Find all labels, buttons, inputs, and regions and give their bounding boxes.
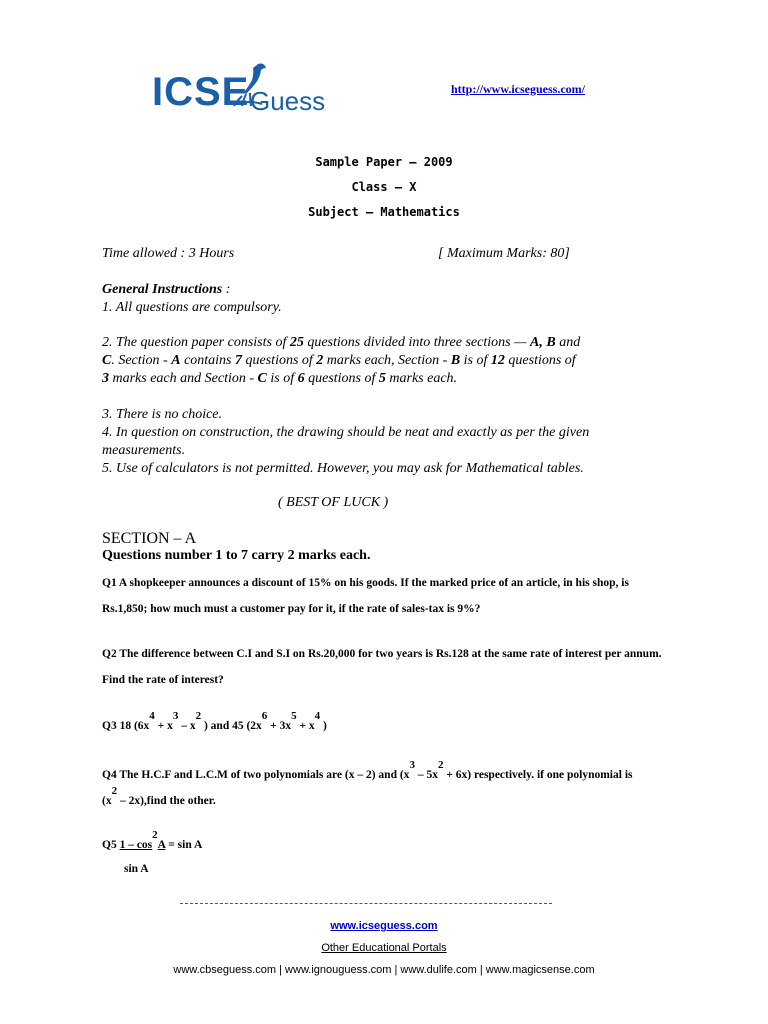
footer-site-link[interactable]: www.icseguess.com [330,920,438,932]
q3-text: + x [296,720,315,732]
i2-strong: 5 [378,371,386,386]
instruction-5: 5. Use of calculators is not permitted. However, you may ask for Mathematical tables. [102,461,584,476]
q3-text: + 3x [267,720,292,732]
i2-strong: C [102,353,112,368]
i2-text: is of [460,353,491,368]
exponent: 5 [291,710,297,722]
paper-subject: Subject – Mathematics [308,205,460,219]
section-title: SECTION – A [102,530,197,547]
paper-title: Sample Paper – 2009 [315,155,453,169]
i2-strong: B [450,353,461,368]
question-5 [102,829,662,858]
instructions-heading-text: General Instructions [102,282,223,297]
instruction-4: 4. In question on construction, the drawing should be neat and exactly as per the given measurements. [102,425,590,458]
i2-strong: A [171,353,181,368]
i2-text: questions of [304,371,379,386]
q3-text: Q3 18 (6x [102,720,150,732]
exponent: 4 [149,710,155,722]
i2-text: 2. The question paper consists of [102,335,290,350]
question-1: Q1 A shopkeeper announces a discount of 15% on his goods. If the marked price of an article, in his shop, is Rs.1,850; how much must a customer pay for it, if the rate of sales-tax is 9%? [102,577,629,615]
i2-text: and [555,335,581,350]
exponent: 2 [195,710,202,722]
i2-strong: 7 [235,353,243,368]
q4-text: Q4 The H.C.F and L.C.M of two polynomials are (x – 2) and (x [102,769,410,781]
exponent: 6 [261,710,268,722]
question-4 [102,759,662,814]
q4-text: – 5x [414,769,438,781]
q4-text: – 2x),find the other. [117,795,216,807]
maximum-marks: [ Maximum Marks: 80] [438,246,570,261]
exponent: 3 [172,710,179,722]
i2-strong: 3 [102,371,109,386]
exponent: 2 [152,829,158,841]
i2-text: questions of [242,353,317,368]
q3-text: – x [178,720,196,732]
i2-text: contains [180,353,236,368]
exponent: 4 [314,710,321,722]
time-allowed: Time allowed : 3 Hours [102,246,235,261]
paper-class: Class – X [351,180,417,194]
i2-strong: C [257,371,267,386]
i2-text: marks each, Section - [323,353,451,368]
q5-denominator: sin A [124,863,149,875]
q4-text: (x [102,795,112,807]
section-subtitle: Questions number 1 to 7 carry 2 marks each. [102,548,371,563]
i2-text: . Section - [111,353,172,368]
q3-text: ) and 45 (2x [201,720,262,732]
q5-label: Q5 [102,839,120,851]
exponent: 2 [437,759,444,771]
q5-equals: = sin A [165,839,203,851]
header-url-link[interactable]: http://www.icseguess.com/ [451,82,585,96]
best-of-luck: ( BEST OF LUCK ) [278,495,389,510]
footer-portals-label[interactable]: Other Educational Portals [321,942,447,954]
question-2: Q2 The difference between C.I and S.I on Rs.20,000 for two years is Rs.128 at the same rate of interest per annum. Find the rate of interest? [102,648,662,686]
i2-text: marks each. [385,371,458,386]
i2-text: questions divided into three sections — [303,335,531,350]
i2-strong: A, B [530,335,556,350]
instructions-heading [102,281,642,299]
i2-strong: 6 [297,371,305,386]
logo-guess: Guess [250,86,326,116]
exponent: 2 [111,785,118,797]
footer-divider [180,903,552,904]
footer-sites-list[interactable]: www.cbseguess.com | www.ignouguess.com | www.dulife.com | www.magicsense.com [173,964,595,976]
q5-numerator: 1 – cos [119,839,153,851]
instructions-colon: : [222,282,231,297]
question-3 [102,710,662,739]
i2-text: marks each and Section - [109,371,258,386]
instruction-1: 1. All questions are compulsory. [102,300,282,315]
i2-strong: 25 [289,335,304,350]
q4-text: + 6x) respectively. if one polynomial is [443,769,633,781]
q5-numerator-a: A [157,839,166,851]
i2-strong: 12 [490,353,505,368]
footer-link-row [0,920,768,932]
logo-icse: ICSE [152,70,250,114]
i2-text: is of [266,371,298,386]
i2-strong: 2 [316,353,324,368]
q3-text: ) [320,720,327,732]
i2-text: questions of [504,353,576,368]
exponent: 3 [409,759,415,771]
instruction-2 [102,334,642,388]
instruction-3: 3. There is no choice. [102,407,223,422]
q3-text: + x [154,720,173,732]
